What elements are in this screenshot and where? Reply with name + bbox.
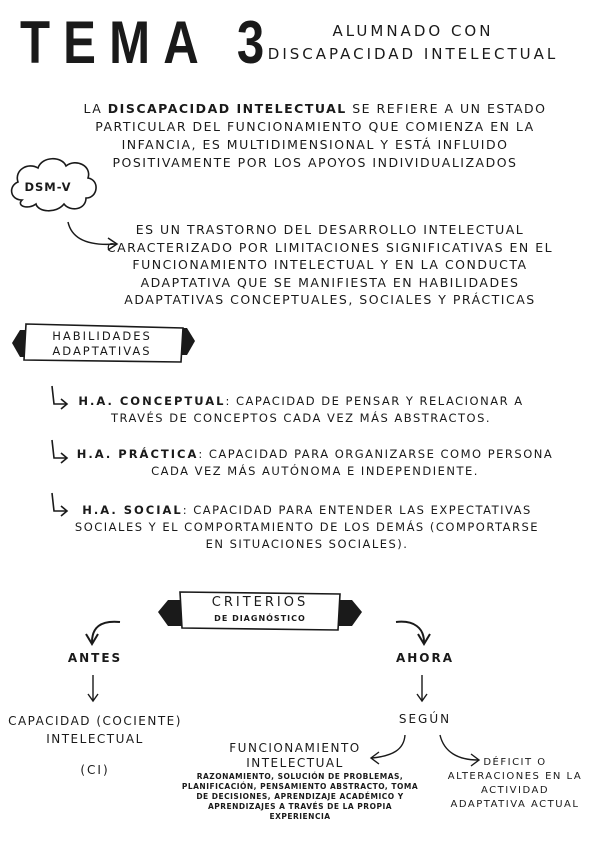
subtitle-line-2: DISCAPACIDAD INTELECTUAL bbox=[267, 45, 559, 63]
page-title: TEMA 3 bbox=[20, 9, 278, 76]
ahora-connector: SEGÚN bbox=[398, 712, 452, 726]
deficit-text: DÉFICIT O ALTERACIONES EN LA ACTIVIDAD ADAPTATIVA ACTUAL bbox=[447, 757, 583, 810]
ahora-label: AHORA bbox=[395, 651, 455, 665]
antes-label: ANTES bbox=[67, 651, 123, 665]
curved-arrow-left-icon bbox=[92, 622, 120, 642]
skill-text: CAPACIDAD DE PENSAR Y RELACIONAR A TRAVÉS DE CONCEPTOS CADA VEZ MÁS ABSTRACTOS. bbox=[110, 394, 524, 425]
dsm-label: DSM-V bbox=[24, 180, 72, 194]
down-arrow-icon bbox=[88, 675, 98, 701]
funcionamiento-detail: RAZONAMIENTO, SOLUCIÓN DE PROBLEMAS, PLANIFICACIÓN, PENSAMIENTO ABSTRACTO, TOMA DE DECISIONES, APRENDIZAJE ACADÉMICO Y APRENDIZAJES A TRAVÉS DE LA PROPIA EXPERIENCIA bbox=[181, 772, 419, 821]
branch-arrow-left-icon bbox=[372, 735, 405, 758]
skill-social bbox=[74, 502, 540, 553]
subtitle-line-1: ALUMNADO CON bbox=[332, 22, 494, 40]
skill-separator: : bbox=[198, 447, 209, 461]
criterios-title: CRITERIOS bbox=[211, 595, 309, 610]
skill-text: CAPACIDAD PARA ORGANIZARSE COMO PERSONA CADA VEZ MÁS AUTÓNOMA E INDEPENDIENTE. bbox=[151, 447, 554, 478]
skill-name: H.A. CONCEPTUAL bbox=[78, 394, 226, 408]
banner-line-2: ADAPTATIVAS bbox=[52, 344, 152, 358]
intro-rest: SE REFIERE A UN ESTADO PARTICULAR DEL FUNCIONAMIENTO QUE COMIENZA EN LA INFANCIA, ES MULTIDIMENSIONAL Y ESTÁ INFLUIDO POSITIVAMENTE POR LOS APOYOS INDIVIDUALIZADOS bbox=[95, 101, 547, 170]
skill-name: H.A. PRÁCTICA bbox=[76, 447, 199, 461]
banner-line-1: HABILIDADES bbox=[52, 329, 152, 343]
funcionamiento-title: FUNCIONAMIENTO INTELECTUAL bbox=[229, 741, 361, 770]
skill-text: CAPACIDAD PARA ENTENDER LAS EXPECTATIVAS SOCIALES Y EL COMPORTAMIENTO DE LOS DEMÁS (COMPORTARSE EN SITUACIONES SOCIALES). bbox=[74, 503, 540, 551]
intro-lead: LA bbox=[83, 101, 108, 116]
down-arrow-icon bbox=[417, 675, 427, 701]
habilidades-banner bbox=[32, 329, 172, 359]
skill-practica bbox=[70, 446, 560, 480]
criterios-subtitle: DE DIAGNÓSTICO bbox=[214, 614, 306, 623]
curved-arrow-right-icon bbox=[396, 622, 424, 642]
skill-conceptual bbox=[76, 393, 526, 427]
antes-abbr: (CI) bbox=[80, 763, 110, 777]
dsm-definition: ES UN TRASTORNO DEL DESARROLLO INTELECTUAL CARACTERIZADO POR LIMITACIONES SIGNIFICATIVAS EN EL FUNCIONAMIENTO INTELECTUAL Y EN LA CONDUCTA ADAPTATIVA QUE SE MANIFIESTA EN HABILIDADES ADAPTATIVAS CONCEPTUALES, SOCIALES Y PRÁCTICAS bbox=[106, 222, 554, 307]
skill-separator: : bbox=[182, 503, 194, 517]
skill-name: H.A. SOCIAL bbox=[82, 503, 183, 517]
antes-concept: CAPACIDAD (COCIENTE) INTELECTUAL bbox=[8, 714, 182, 746]
intro-bold-term: DISCAPACIDAD INTELECTUAL bbox=[107, 101, 347, 116]
skill-separator: : bbox=[225, 394, 237, 408]
